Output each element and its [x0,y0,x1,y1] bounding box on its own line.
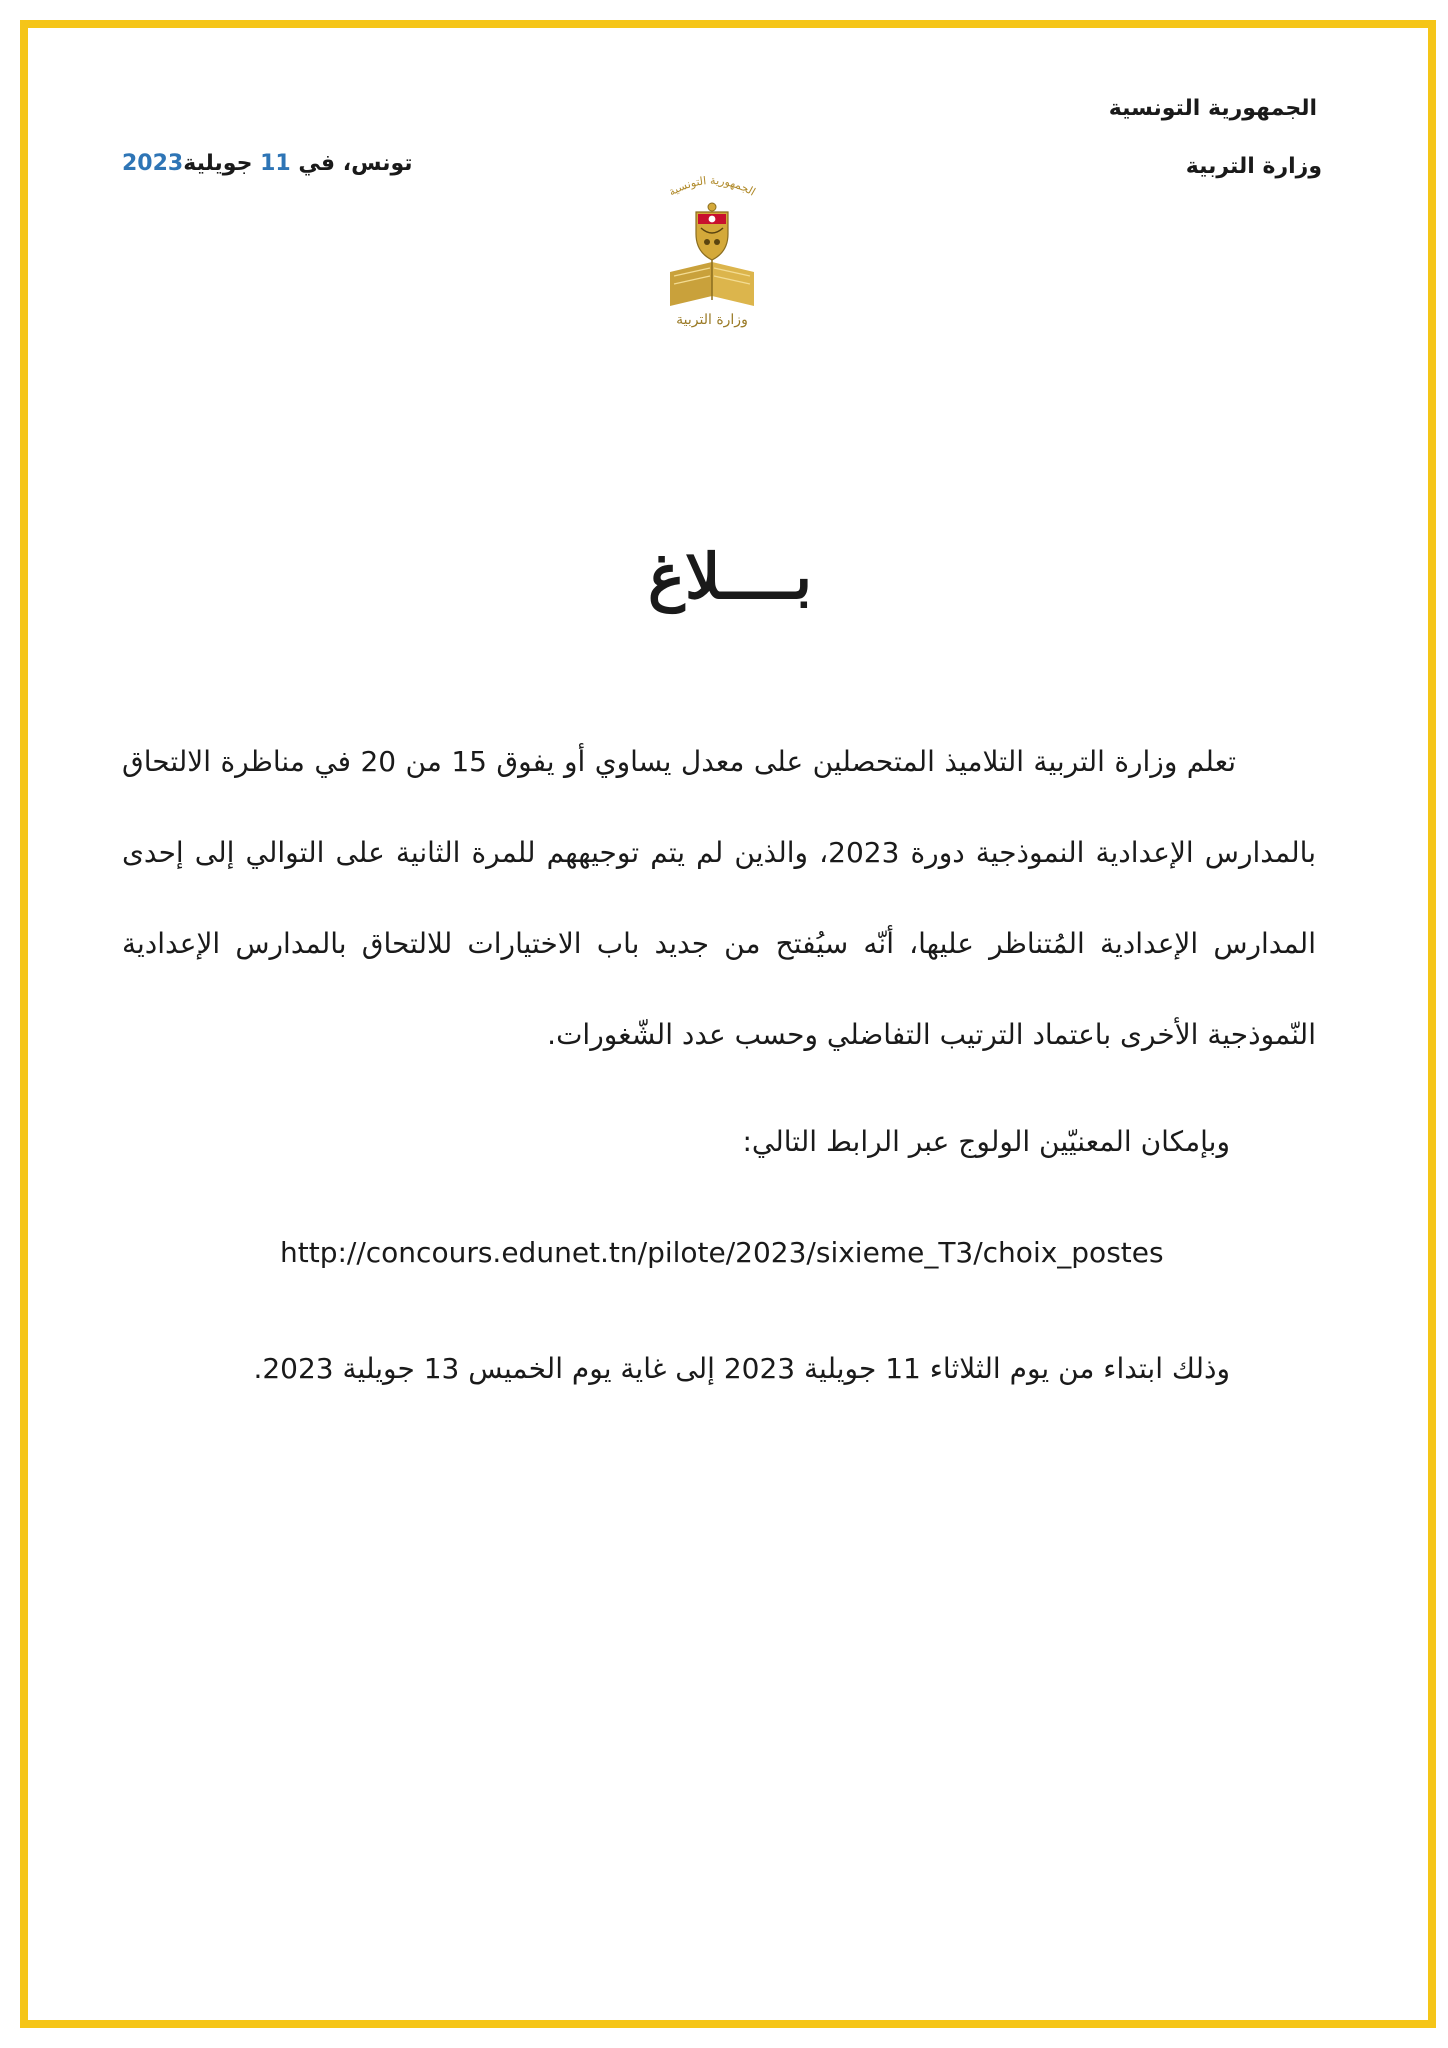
logo-caption: وزارة التربية [676,312,748,328]
access-instruction: وبإمكان المعنيّين الولوج عبر الرابط التالي: [742,1125,1230,1158]
access-period: وذلك ابتداء من يوم الثلاثاء 11 جويلية 2023 إلى غاية يوم الخميس 13 جويلية 2023. [253,1352,1230,1385]
header-date [122,151,413,176]
date-prefix: تونس، في [298,151,413,176]
announcement-text: تعلم وزارة التربية التلاميذ المتحصلين على معدل يساوي أو يفوق 15 من 20 في مناظرة الالتحاق بالمدارس الإعدادية النموذجية دورة 2023، والذين لم يتم توجيههم للمرة الثانية على التوالي إلى إحدى المدارس الإعدادية المُتناظر عليها، أنّه سيُفتح من جديد باب الاختيارات للالتحاق بالمدارس الإعدادية النّموذجية الأخرى باعتماد الترتيب التفاضلي وحسب عدد الشّغورات. [122,745,1317,1051]
date-month: جويلية [183,151,253,176]
announcement-body [122,716,1316,1080]
date-year: 2023 [122,151,184,176]
page-title: بــــلاغ [648,540,812,613]
date-day: 11 [260,151,291,176]
tunisia-coat-of-arms-icon [696,203,728,260]
header-ministry: وزارة التربية [1185,154,1322,179]
registration-link[interactable]: http://concours.edunet.tn/pilote/2023/sixieme_T3/choix_postes [280,1236,1164,1269]
ministry-logo [664,168,760,330]
open-book-icon [670,260,754,306]
header-republic: الجمهورية التونسية [1108,96,1317,121]
logo-arc-text: الجمهورية التونسية [666,173,758,199]
